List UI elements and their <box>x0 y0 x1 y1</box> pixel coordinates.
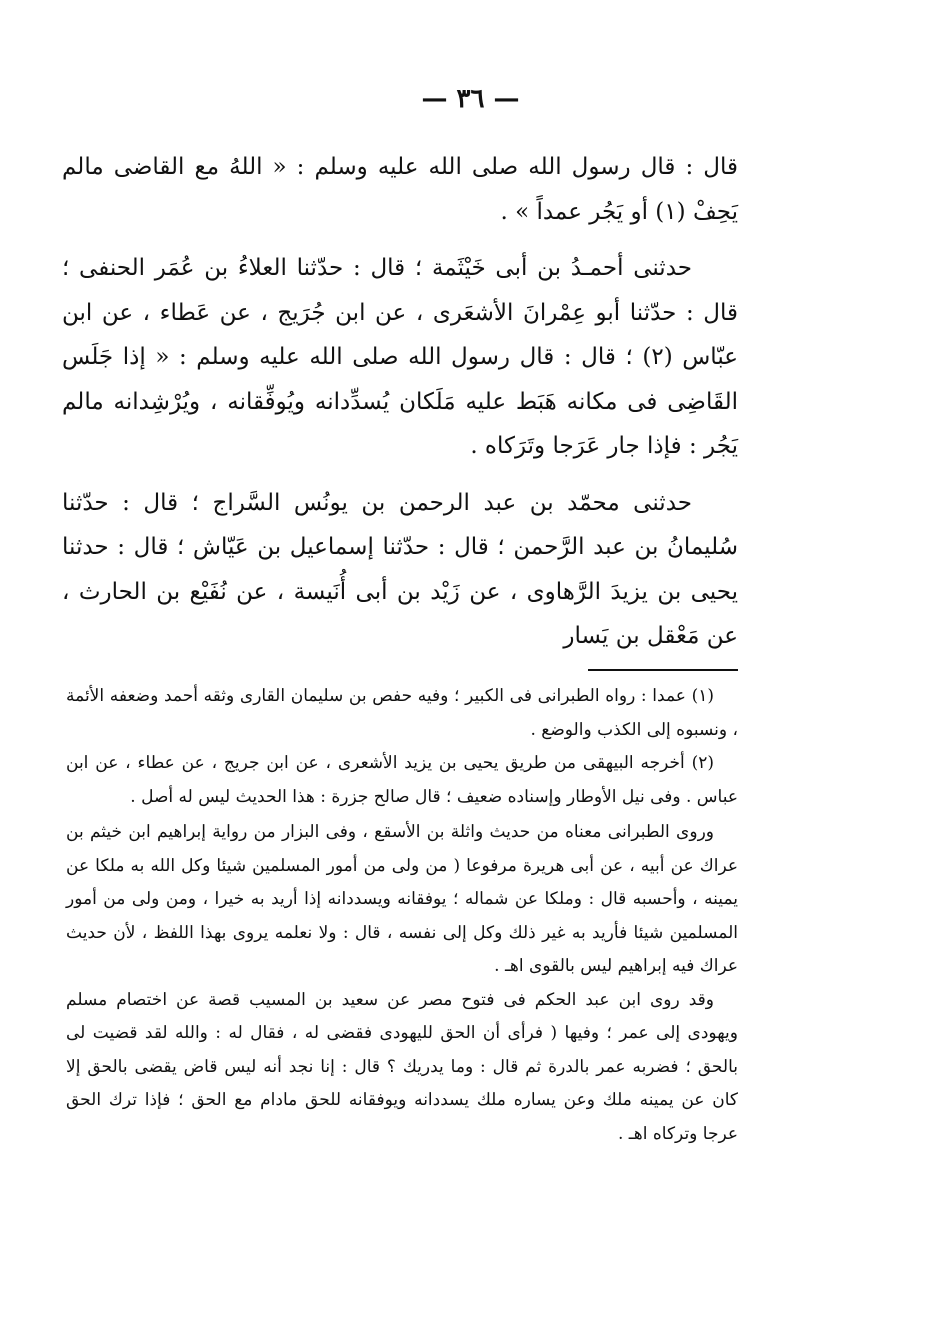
footnote-separator <box>588 669 738 671</box>
commentary-2: وقد روى ابن عبد الحكم فى فتوح مصر عن سعيد بن المسيب قصة عن اختصام مسلم ويهودى إلى عمر ؛ وفيها ( فرأى أن الحق لليهودى فقضى له ، فقال له : والله لقد قضيت لى بالحق ؛ فضربه عمر بالدرة ثم قال : وما يدريك ؟ قال : إنا نجد أنه ليس قاض يقضى بالحق إلا كان عن يمينه ملك وعن يساره ملك يسددانه ويوفقانه للحق مادام مع الحق ؛ فإذا ترك الحق عرجا وتركاه اهـ . <box>66 989 738 1144</box>
footnotes <box>66 680 738 1151</box>
page-number: — ٣٦ — <box>421 84 520 114</box>
footnote-1: (١) عمدا : رواه الطبرانى فى الكبير ؛ وفيه حفص بن سليمان القارى وثقه أحمد وضعفه الأئمة ، ونسبوه إلى الكذب والوضع . <box>66 686 738 740</box>
main-text <box>62 145 738 659</box>
footnote-2: (٢) أخرجه البيهقى من طريق يحيى بن يزيد الأشعرى ، عن ابن جريج ، عن عطاء ، عن ابن عباس . وفى نيل الأوطار وإسناده ضعيف ؛ قال صالح جزرة : هذا الحديث ليس له أصل . <box>66 753 738 807</box>
paragraph-2: حدثنى أحمـدُ بن أبى خَيْثَمة ؛ قال : حدّثنا العلاءُ بن عُمَر الحنفى ؛ قال : حدّثنا أبو عِمْرانَ الأشعَرى ، عن ابن جُرَيج ، عن عَطاء ، عن ابن عبّاس (٢) ؛ قال : قال رسول الله صلى الله عليه وسلم : « إذا جَلَس القَاضِى فى مكانه هَبَط عليه مَلَكان يُسدِّدانه ويُوفِّقانه ، ويُرْشِدانه مالم يَجُر : فإذا جار عَرَجا وتَرَكاه . <box>62 255 738 459</box>
commentary-1: وروى الطبرانى معناه من حديث واثلة بن الأسقع ، وفى البزار من رواية إبراهيم ابن خيثم بن عراك عن أبيه ، عن أبى هريرة مرفوعا ( من ولى من أمور المسلمين شيئا وكل الله به ملكا عن يمينه ، وأحسبه قال : وملكا عن شماله ؛ يوفقانه ويسددانه إذا أريد به خيرا ، ومن ولى من أمور المسلمين شيئا فأريد به غير ذلك وكل إلى نفسه ، قال : ولا نعلمه يروى بهذا اللفظ ، لأن حديث عراك فيه إبراهيم ليس بالقوى اهـ . <box>66 822 738 976</box>
paragraph-3: حدثنى محمّد بن عبد الرحمن بن يونُس السَّراج ؛ قال : حدّثنا سُليمانُ بن عبد الرَّحمن ؛ قال : حدّثنا إسماعيل بن عَيّاش ؛ قال : حدثنا يحيى بن يزيدَ الرَّهاوى ، عن زَيْد بن أبى أُنَيسة ، عن نُفَيْع بن الحارث ، عن مَعْقل بن يَسار <box>62 489 738 649</box>
paragraph-1: قال : قال رسول الله صلى الله عليه وسلم : « اللهُ مع القاضى مالم يَحِفْ (١) أو يَجُر عمداً » . <box>62 154 738 225</box>
